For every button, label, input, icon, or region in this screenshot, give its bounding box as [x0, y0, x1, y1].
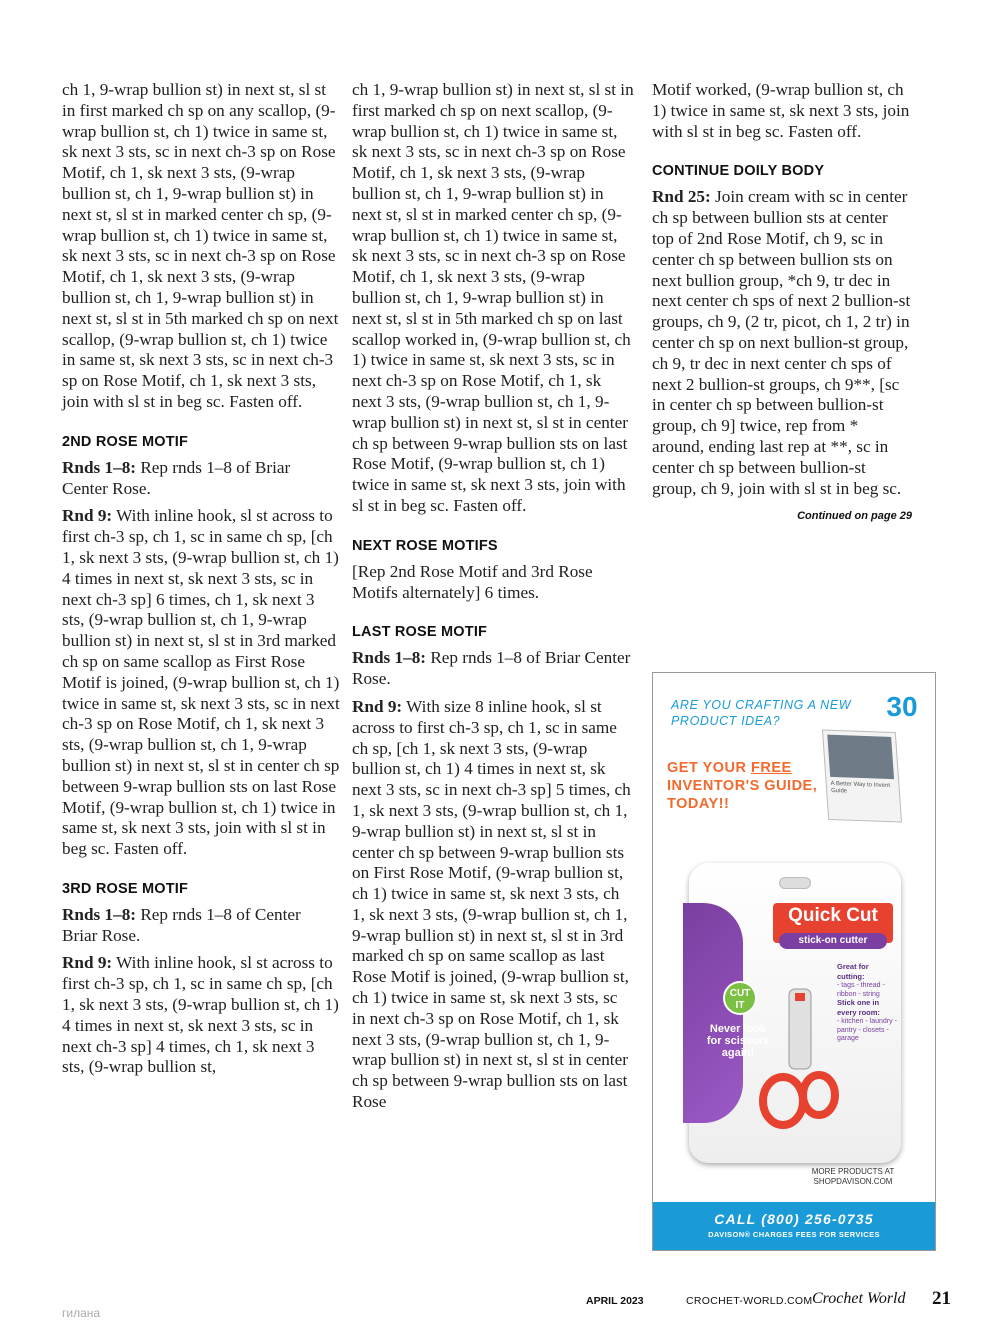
paragraph: [652, 187, 912, 499]
paragraph: [352, 648, 634, 690]
paragraph: ch 1, 9-wrap bullion st) in next st, sl st in first marked ch sp on next scallop, (9-wrap bullion st, ch 1) twice in same st, sk next 3 sts, sc in next ch-3 sp on Rose Motif, ch 1, sk next 3 sts, (9-wrap bullion st, ch 1, 9-wrap bullion st) in next st, sl st in marked center ch sp, (9-wrap bullion st, ch 1) twice in same st, sk next 3 sts, sc in next ch-3 sp on Rose Motif, ch 1, sk next 3 sts, (9-wrap bullion st, ch 1, 9-wrap bullion st) in next st, sl st in 5th marked ch sp on last scallop worked in, (9-wrap bullion st, ch 1) twice in same st, sk next 3 sts, sc in next ch-3 sp on Rose Motif, ch 1, sk next 3 sts, (9-wrap bullion st, ch 1, 9-wrap bullion st) in next st, sl st in center ch sp between 9-wrap bullion sts on last Rose Motif, (9-wrap bullion st, ch 1) twice in same st, sk next 3 sts, join with sl st in beg sc. Fasten off.: [352, 80, 634, 515]
paragraph: [Rep 2nd Rose Motif and 3rd Rose Motifs alternately] 6 times.: [352, 561, 593, 602]
paragraph: [62, 905, 340, 947]
round-label: Rnd 25:: [652, 187, 711, 207]
paragraph-text: With size 8 inline hook, sl st across to first ch-3 sp, ch 1, sc in same ch sp, [ch 1, sk next 3 sts, (9-wrap bullion st, ch 1) 4 times in next st, sk next 3 sts, sc in next ch-3 sp] 5 times, ch 1, sk next 3 sts, (9-wrap bullion st, ch 1, 9-wrap bullion st) in next st, sl st in center ch sp between 9-wrap bullion sts on First Rose Motif, (9-wrap bullion st, ch 1) twice in same st, sk next 3 sts, ch 1, sk next 3 sts, (9-wrap bullion st, ch 1, 9-wrap bullion st) in next st, sl st in 3rd marked ch sp on same scallop as last Rose Motif is joined, (9-wrap bullion st, ch 1) twice in same st, sk next 3 sts, sc in next ch-3 sp on Rose Motif, ch 1, sk next 3 sts, (9-wrap bullion st, ch 1, 9-wrap bullion st) in next st, sl st in center ch sp between 9-wrap bullion sts on last Rose: [352, 696, 631, 1112]
magazine-name: Crochet World: [812, 1290, 906, 1307]
rooms-heading: Stick one in every room:: [837, 998, 880, 1017]
ad-question: ARE YOU CRAFTING A NEW PRODUCT IDEA?: [671, 698, 852, 728]
paragraph: [352, 697, 634, 1113]
paragraph-text: With inline hook, sl st across to first ch-3 sp, ch 1, sc in same ch sp, [ch 1, sk next 3 sts, (9-wrap bullion st, ch 1) 4 times in next st, sk next 3 sts, sc in next ch-3 sp] 4 times, ch 1, sk next 3 sts, (9-wrap bullion st,: [62, 953, 339, 1077]
book-cover-text: A Better Way to Invent Guide: [830, 780, 891, 795]
anniversary-badge-icon: [879, 683, 925, 729]
call-banner[interactable]: [653, 1202, 935, 1250]
paragraph: [62, 953, 340, 1078]
paragraph: [62, 458, 340, 500]
page-number: 21: [932, 1288, 951, 1309]
cta-text: GET YOUR: [667, 760, 751, 776]
product-package-image: [689, 863, 901, 1163]
rooms-list: - kitchen - laundry - pantry - closets - garage: [837, 1018, 897, 1042]
advertisement[interactable]: [652, 672, 936, 1251]
round-label: Rnd 9:: [352, 696, 403, 716]
phone-number[interactable]: CALL (800) 256-0735: [714, 1211, 874, 1227]
uses-list: - tags - thread - ribbon - string: [837, 982, 885, 998]
section-heading: LAST ROSE MOTIF: [352, 624, 488, 641]
paragraph: [62, 506, 340, 860]
text-column-1: [62, 80, 340, 1085]
text-column-3: [652, 80, 912, 527]
issue-date: APRIL 2023: [586, 1295, 644, 1307]
paragraph: ch 1, 9-wrap bullion st) in next st, sl st in first marked ch sp on any scallop, (9-wrap bullion st, ch 1) twice in same st, sk next 3 sts, sc in next ch-3 sp on Rose Motif, ch 1, sk next 3 sts, (9-wrap bullion st, ch 1, 9-wrap bullion st) in next st, sl st in marked center ch sp, (9-wrap bullion st, ch 1) twice in same st, sk next 3 sts, sc in next ch-3 sp on Rose Motif, ch 1, sk next 3 sts, (9-wrap bullion st, ch 1, 9-wrap bullion st) in next st, sl st in 5th marked ch sp on next scallop, (9-wrap bullion st, ch 1) twice in same st, sk next 3 sts, sc in next ch-3 sp on Rose Motif, ch 1, sk next 3 sts, join with sl st in beg sc. Fasten off.: [62, 80, 339, 411]
watermark: гилана: [62, 1306, 101, 1320]
ad-call-to-action[interactable]: [667, 759, 827, 813]
paragraph-text: With inline hook, sl st across to first ch-3 sp, ch 1, sc in same ch sp, [ch 1, sk next 3 sts, (9-wrap bullion st, ch 1) 4 times in next st, sk next 3 sts, sc in next ch-3 sp] 6 times, ch 1, sk next 3 sts, (9-wrap bullion st, ch 1, 9-wrap bullion st) in next st, sl st in 3rd marked ch sp on same scallop as First Rose Motif is joined, (9-wrap bullion st, ch 1) twice in same st, sk next 3 sts, sc in next ch-3 sp on Rose Motif, ch 1, sk next 3 sts, (9-wrap bullion st, ch 1, 9-wrap bullion st) in next st, sl st in center ch sp between 9-wrap bullion sts on last Rose Motif, (9-wrap bullion st, ch 1) twice in same st, sk next 3 sts, join with sl st in beg sc. Fasten off.: [62, 506, 340, 859]
product-uses: [837, 963, 897, 1044]
more-products-note[interactable]: MORE PRODUCTS AT SHOPDAVISON.COM: [811, 1167, 895, 1186]
round-label: Rnds 1–8:: [62, 904, 137, 924]
section-heading: 3RD ROSE MOTIF: [62, 880, 189, 897]
product-subtitle: stick-on cutter: [779, 933, 887, 949]
round-label: Rnd 9:: [62, 953, 113, 973]
guide-book-image: [822, 729, 902, 822]
paragraph-text: Rep rnds 1–8 of Briar Center Rose.: [352, 648, 631, 689]
cta-text: INVENTOR'S GUIDE, TODAY!!: [667, 778, 818, 812]
round-label: Rnds 1–8:: [352, 648, 427, 668]
text-column-2: [352, 80, 634, 1120]
section-heading: CONTINUE DOILY BODY: [652, 163, 825, 180]
paragraph-text: Rep rnds 1–8 of Briar Center Rose.: [62, 457, 291, 498]
cta-free: FREE: [751, 760, 792, 776]
section-heading: NEXT ROSE MOTIFS: [352, 537, 498, 554]
book-cover-photo: [827, 735, 894, 779]
uses-heading: Great for cutting:: [837, 962, 869, 981]
paragraph-text: Join cream with sc in center ch sp between bullion sts at center top of 2nd Rose Motif, ch 9, sc in center ch sp between bullion sts on next bullion group, *ch 9, tr dec in next center ch sps of next 2 bullion-st groups, ch 9, (2 tr, picot, ch 1, 2 tr) in center ch sp on next bullion-st group, ch 9, tr dec in next center ch sps of next 2 bullion-st groups, ch 9**, [sc in center ch sp between bullion-st group, ch 9] twice, rep from * around, ending last rep at **, sc in center ch sp between bullion-st group, ch 9, join with sl st in beg sc.: [652, 187, 911, 498]
badge-number: 30: [886, 691, 918, 722]
cut-it-badge: CUT IT: [723, 981, 757, 1015]
paragraph: Motif worked, (9-wrap bullion st, ch 1) twice in same st, sk next 3 sts, join with sl st in beg sc. Fasten off.: [652, 80, 910, 141]
continued-note: Continued on page 29: [797, 510, 912, 523]
round-label: Rnds 1–8:: [62, 457, 137, 477]
product-slogan: Never look for scissors again!: [706, 1023, 770, 1059]
hang-hole: [779, 877, 811, 889]
product-title: Quick Cut: [773, 903, 893, 943]
scissors-icon: [755, 983, 845, 1143]
fee-disclaimer: DAVISON® CHARGES FEES FOR SERVICES: [708, 1230, 880, 1239]
website-link[interactable]: CROCHET-WORLD.COM: [686, 1295, 813, 1307]
paragraph-text: Rep rnds 1–8 of Center Briar Rose.: [62, 904, 301, 945]
page-footer: [586, 1289, 966, 1313]
section-heading: 2ND ROSE MOTIF: [62, 433, 189, 450]
round-label: Rnd 9:: [62, 506, 113, 526]
